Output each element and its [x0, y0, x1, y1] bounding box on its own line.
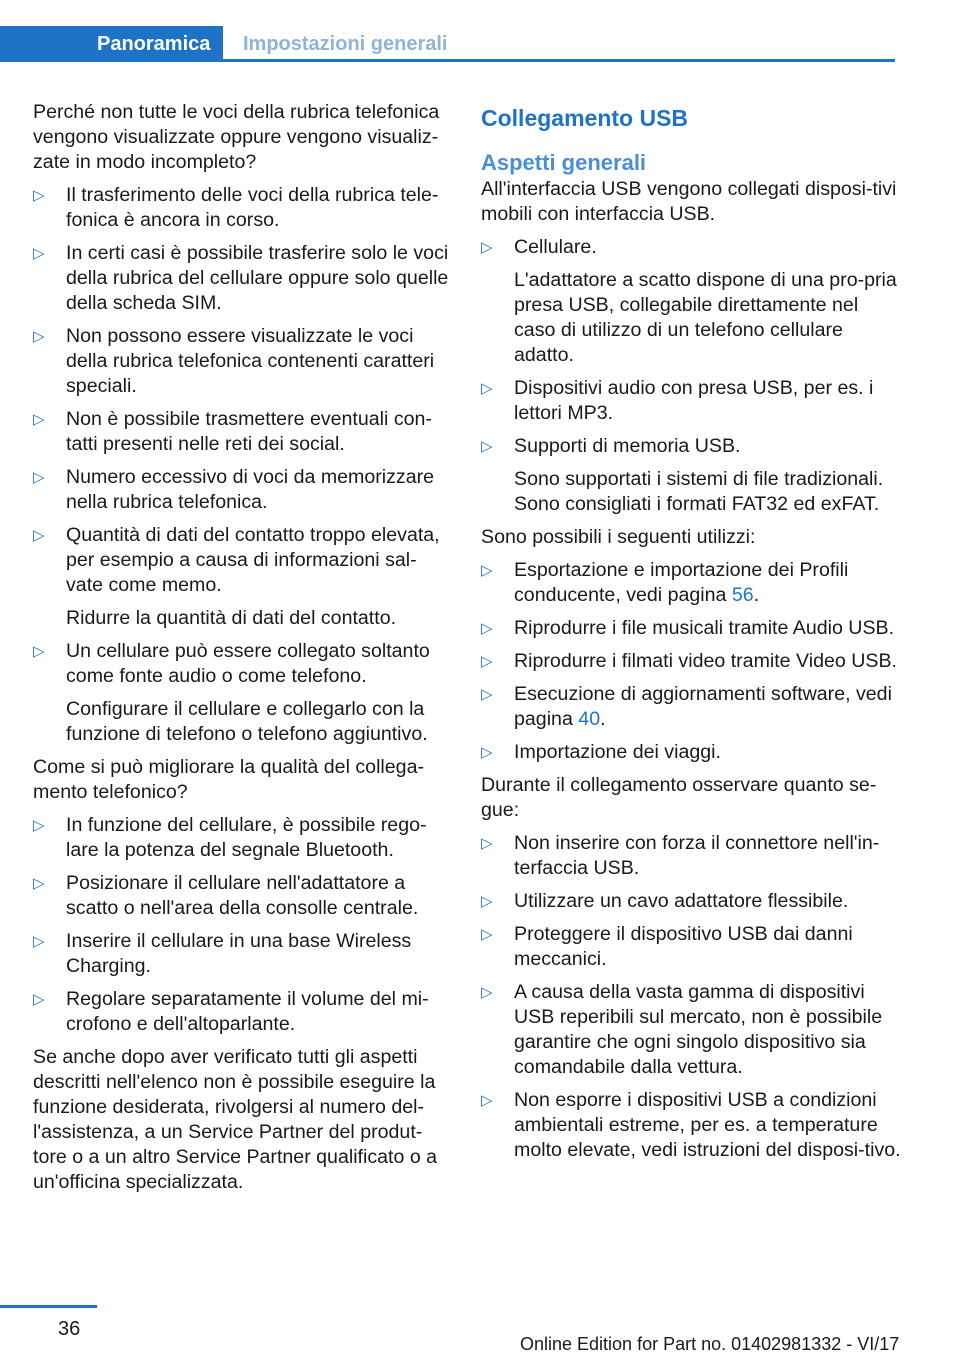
triangle-bullet-icon: ▷: [481, 1092, 493, 1109]
triangle-bullet-icon: ▷: [481, 438, 493, 455]
list-item: [481, 682, 901, 732]
list-item-text: Il trasferimento delle voci della rubrica tele-fonica è ancora in corso.: [66, 184, 439, 231]
list-item-text-part: Importazione dei viaggi.: [514, 741, 721, 763]
question-call-quality: Come si può migliorare la qualità del collega-mento telefonico?: [33, 756, 424, 803]
right-column: [481, 100, 901, 1171]
list-item: [481, 558, 901, 608]
triangle-bullet-icon: ▷: [33, 187, 45, 204]
list-item-text: Supporti di memoria USB.: [514, 435, 741, 457]
list-item-text: Utilizzare un cavo adattatore flessibile.: [514, 890, 849, 912]
list-item-text: Proteggere il dispositivo USB dai danni meccanici.: [514, 923, 853, 970]
list-item-text: Un cellulare può essere collegato soltanto come fonte audio o come telefono.: [66, 640, 430, 687]
list-item: [33, 407, 449, 457]
triangle-bullet-icon: ▷: [481, 620, 493, 637]
page-header: [0, 26, 895, 62]
list-item: [481, 740, 901, 765]
list-item: [481, 889, 901, 914]
phonebook-causes-list: [33, 183, 449, 747]
usb-uses-intro: Sono possibili i seguenti utilizzi:: [481, 526, 756, 548]
page-number: 36: [58, 1318, 81, 1340]
list-item: [33, 639, 449, 747]
triangle-bullet-icon: ▷: [33, 817, 45, 834]
triangle-bullet-icon: ▷: [481, 835, 493, 852]
triangle-bullet-icon: ▷: [33, 991, 45, 1008]
triangle-bullet-icon: ▷: [33, 527, 45, 544]
triangle-bullet-icon: ▷: [481, 239, 493, 256]
list-item-text: Non possono essere visualizzate le voci della rubrica telefonica contenenti caratteri speciali.: [66, 325, 435, 397]
list-item-text-part: Riprodurre i file musicali tramite Audio USB.: [514, 617, 895, 639]
list-item: [33, 183, 449, 233]
list-item-note: L'adattatore a scatto dispone di una pro-pria presa USB, collegabile direttamente nel caso di utilizzo di un telefono cellulare adatto.: [514, 269, 897, 366]
triangle-bullet-icon: ▷: [33, 328, 45, 345]
list-item-text: [514, 740, 901, 765]
list-item-text-part: .: [753, 584, 760, 606]
list-item: [481, 1088, 901, 1163]
call-quality-tips-list: [33, 813, 449, 1037]
triangle-bullet-icon: ▷: [481, 653, 493, 670]
list-item: [481, 980, 901, 1080]
list-item-text: A causa della vasta gamma di dispositivi USB reperibili sul mercato, non è possibile garantire che ogni singolo dispositivo sia comandabile dalla vettura.: [514, 981, 883, 1078]
triangle-bullet-icon: ▷: [33, 643, 45, 660]
question-phonebook: Perché non tutte le voci della rubrica telefonica vengono visualizzate oppure vengono visualiz-zate in modo incompleto?: [33, 101, 440, 173]
list-item-text: Posizionare il cellulare nell'adattatore a scatto o nell'area della consolle centrale.: [66, 872, 419, 919]
list-item-text: Non esporre i dispositivi USB a condizioni ambientali estreme, per es. a temperature molto elevate, vedi istruzioni del disposi-tivo.: [514, 1089, 901, 1161]
edition-footer: Online Edition for Part no. 01402981332 - VI/17: [520, 1334, 900, 1354]
triangle-bullet-icon: ▷: [33, 469, 45, 486]
list-item: [481, 235, 901, 368]
list-item-text: Non inserire con forza il connettore nell'in-terfaccia USB.: [514, 832, 880, 879]
list-item: [481, 649, 901, 674]
list-item-text: Numero eccessivo di voci da memorizzare nella rubrica telefonica.: [66, 466, 435, 513]
triangle-bullet-icon: ▷: [481, 380, 493, 397]
list-item: [33, 465, 449, 515]
triangle-bullet-icon: ▷: [33, 875, 45, 892]
list-item: [481, 831, 901, 881]
section-subtitle: Aspetti generali: [481, 150, 647, 175]
list-item-text: [514, 616, 901, 641]
list-item-text: Quantità di dati del contatto troppo elevata, per esempio a causa di informazioni sal-vate come memo.: [66, 524, 440, 596]
triangle-bullet-icon: ▷: [481, 926, 493, 943]
list-item-text-part: Esecuzione di aggiornamenti software, vedi pagina: [514, 683, 892, 730]
list-item-text: Non è possibile trasmettere eventuali con-tatti presenti nelle reti dei social.: [66, 408, 432, 455]
usb-notes-intro: Durante il collegamento osservare quanto se-gue:: [481, 774, 877, 821]
list-item-text-part: Esportazione e importazione dei Profili conducente, vedi pagina: [514, 559, 849, 606]
triangle-bullet-icon: ▷: [33, 411, 45, 428]
page-reference-link[interactable]: 40: [578, 708, 601, 730]
footer-divider: [0, 1305, 97, 1308]
list-item: [481, 616, 901, 641]
list-item: [33, 987, 449, 1037]
usb-notes-list: [481, 831, 901, 1163]
list-item-text: In certi casi è possibile trasferire solo le voci della rubrica del cellulare oppure solo quelle della scheda SIM.: [66, 242, 449, 314]
triangle-bullet-icon: ▷: [481, 562, 493, 579]
list-item-text: [514, 558, 901, 608]
list-item: [481, 922, 901, 972]
left-column: [33, 100, 449, 1203]
triangle-bullet-icon: ▷: [33, 933, 45, 950]
list-item-text: [514, 649, 901, 674]
list-item: [33, 813, 449, 863]
list-item: [481, 434, 901, 517]
triangle-bullet-icon: ▷: [33, 245, 45, 262]
list-item-text: Cellulare.: [514, 236, 597, 258]
list-item-text-part: Riprodurre i filmati video tramite Video USB.: [514, 650, 897, 672]
list-item-note: Sono supportati i sistemi di file tradizionali. Sono consigliati i formati FAT32 ed exFAT.: [514, 468, 884, 515]
page-reference-link[interactable]: 56: [731, 584, 754, 606]
list-item-text: In funzione del cellulare, è possibile rego-lare la potenza del segnale Bluetooth.: [66, 814, 427, 861]
triangle-bullet-icon: ▷: [481, 686, 493, 703]
list-item: [33, 324, 449, 399]
list-item-text: [514, 682, 901, 732]
list-item: [33, 871, 449, 921]
list-item-note: Configurare il cellulare e collegarlo con la funzione di telefono o telefono aggiuntivo.: [66, 698, 428, 745]
list-item-text: Regolare separatamente il volume del mi-crofono e dell'altoparlante.: [66, 988, 429, 1035]
list-item-text: Inserire il cellulare in una base Wireless Charging.: [66, 930, 412, 977]
section-tab-panoramica[interactable]: Panoramica: [0, 26, 223, 62]
triangle-bullet-icon: ▷: [481, 744, 493, 761]
list-item: [481, 376, 901, 426]
list-item: [33, 929, 449, 979]
list-item-text: Dispositivi audio con presa USB, per es. i lettori MP3.: [514, 377, 874, 424]
section-tab-impostazioni[interactable]: Impostazioni generali: [223, 26, 895, 62]
closing-paragraph: Se anche dopo aver verificato tutti gli aspetti descritti nell'elenco non è possibile eseguire la funzione desiderata, rivolgersi al numero del-l'assistenza, a un Service Partner del produt-tore o a un altro Service Partner qualificato o a un'officina specializzata.: [33, 1046, 438, 1193]
list-item: [33, 241, 449, 316]
triangle-bullet-icon: ▷: [481, 984, 493, 1001]
usb-devices-list: [481, 235, 901, 517]
list-item: [33, 523, 449, 631]
header-divider: [0, 59, 895, 62]
section-title: Collegamento USB: [481, 105, 689, 131]
usb-uses-list: [481, 558, 901, 765]
list-item-note: Ridurre la quantità di dati del contatto.: [66, 607, 397, 629]
list-item-text-part: .: [600, 708, 606, 730]
usb-intro: All'interfaccia USB vengono collegati disposi-tivi mobili con interfaccia USB.: [481, 178, 897, 225]
triangle-bullet-icon: ▷: [481, 893, 493, 910]
